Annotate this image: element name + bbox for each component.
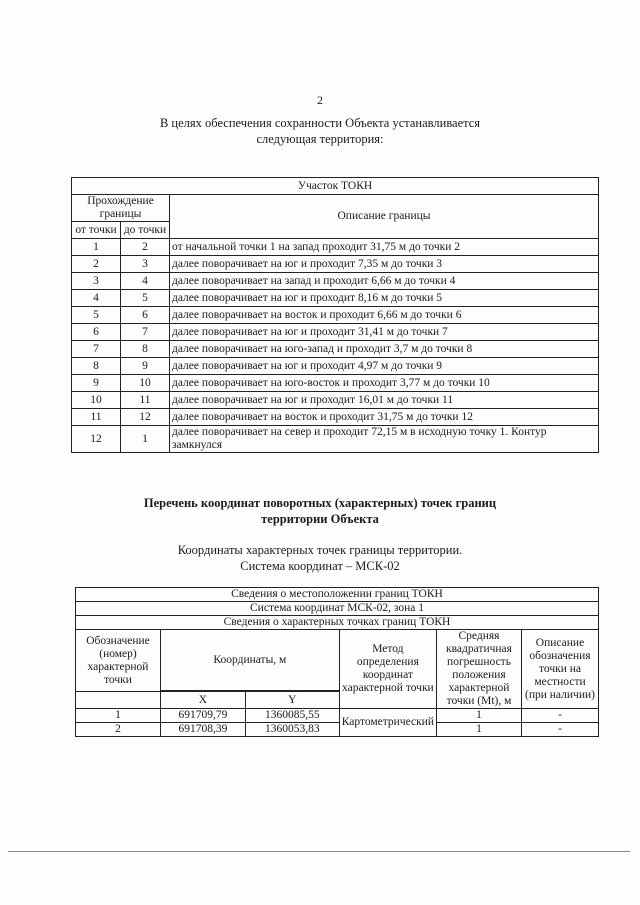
table1-from-cell: 6	[72, 324, 121, 341]
table1-from-cell: 10	[72, 392, 121, 409]
table1-from-cell: 4	[72, 290, 121, 307]
page-number: 2	[317, 93, 323, 107]
table2-header-points: Сведения о характерных точках границ ТОКН	[76, 616, 599, 630]
table1-to-cell: 4	[121, 273, 170, 290]
table1-to-cell: 3	[121, 256, 170, 273]
table2-coords-header: Координаты, м	[161, 630, 340, 691]
coord-title-line-2: Система координат – МСК-02	[240, 559, 400, 573]
table1-text-cell: далее поворачивает на восток и проходит 31,75 м до точки 12	[170, 409, 599, 426]
table1-text-cell: далее поворачивает на юг и проходит 4,97 м до точки 9	[170, 358, 599, 375]
table2-row-2-desc: -	[522, 723, 599, 737]
table2-designation-header: Обозначение (номер) характерной точки	[76, 630, 161, 692]
intro-paragraph	[120, 115, 520, 147]
table1-from-cell: 5	[72, 307, 121, 324]
table2-header-location: Сведения о местоположении границ ТОКН	[76, 588, 599, 602]
table1-passage-header: Прохождение границы	[72, 195, 170, 222]
table1-row	[72, 426, 599, 453]
table1-to-cell: 12	[121, 409, 170, 426]
table1-text-cell: далее поворачивает на юг и проходит 31,41 м до точки 7	[170, 324, 599, 341]
table1-from-cell: 7	[72, 341, 121, 358]
table1-to-cell: 7	[121, 324, 170, 341]
table1-to-header: до точки	[121, 222, 170, 239]
boundary-description-table	[71, 177, 599, 453]
table2-row-1-mt: 1	[437, 709, 522, 723]
table1-from-cell: 1	[72, 239, 121, 256]
table1-text-cell: далее поворачивает на север и проходит 72,15 м в исходную точку 1. Контур замкнулся	[170, 426, 599, 453]
table1-text-cell: далее поворачивает на юг и проходит 16,01 м до точки 11	[170, 392, 599, 409]
table1-from-cell: 11	[72, 409, 121, 426]
table2-row-1-desc: -	[522, 709, 599, 723]
table1-row	[72, 256, 599, 273]
table1-row	[72, 239, 599, 256]
table1-row	[72, 290, 599, 307]
table1-row	[72, 392, 599, 409]
table1-title: Участок ТОКН	[72, 178, 599, 195]
table1-to-cell: 10	[121, 375, 170, 392]
table1-row	[72, 375, 599, 392]
table1-description-header: Описание границы	[170, 195, 599, 239]
bottom-divider	[8, 851, 630, 852]
list-title-line-1: Перечень координат поворотных (характерных) точек границ	[143, 496, 497, 510]
intro-line-2: следующая территория:	[256, 132, 384, 146]
table1-from-cell: 8	[72, 358, 121, 375]
coordinates-table	[75, 587, 599, 737]
table1-from-cell: 2	[72, 256, 121, 273]
table1-to-cell: 2	[121, 239, 170, 256]
table1-text-cell: от начальной точки 1 на запад проходит 31,75 м до точки 2	[170, 239, 599, 256]
table2-designation-spacer	[76, 692, 161, 709]
table1-row	[72, 324, 599, 341]
intro-line-1: В целях обеспечения сохранности Объекта устанавливается	[159, 116, 481, 130]
table2-row-1-y: 1360085,55	[245, 709, 339, 723]
table2-row-2-x: 691708,39	[161, 723, 246, 737]
table2-row-1-n: 1	[76, 709, 161, 723]
table2-accuracy-header: Средняя квадратичная погрешность положения характерной точки (Mt), м	[437, 630, 522, 709]
table1-text-cell: далее поворачивает на юго-запад и проходит 3,7 м до точки 8	[170, 341, 599, 358]
coord-title-line-1: Координаты характерных точек границы территории.	[177, 543, 463, 557]
coordinates-list-title	[110, 495, 530, 527]
table2-method-header: Метод определения координат характерной точки	[339, 630, 436, 709]
table1-to-cell: 5	[121, 290, 170, 307]
table1-text-cell: далее поворачивает на запад и проходит 6,66 м до точки 4	[170, 273, 599, 290]
table2-header-system: Система координат МСК-02, зона 1	[76, 602, 599, 616]
table2-method-value: Картометрический	[339, 709, 436, 737]
table2-y-header: Y	[245, 692, 339, 709]
table1-row	[72, 307, 599, 324]
table1-to-cell: 11	[121, 392, 170, 409]
table2-row-2-y: 1360053,83	[245, 723, 339, 737]
table1-row	[72, 358, 599, 375]
table1-row	[72, 273, 599, 290]
table1-from-cell: 3	[72, 273, 121, 290]
table2-row-2-n: 2	[76, 723, 161, 737]
table1-from-cell: 12	[72, 426, 121, 453]
table1-body	[72, 239, 599, 453]
table1-text-cell: далее поворачивает на юг и проходит 7,35 м до точки 3	[170, 256, 599, 273]
table2-description-header: Описание обозначения точки на местности (при наличии)	[522, 630, 599, 709]
table2-row-2-mt: 1	[437, 723, 522, 737]
table1-text-cell: далее поворачивает на юго-восток и проходит 3,77 м до точки 10	[170, 375, 599, 392]
table1-to-cell: 9	[121, 358, 170, 375]
table2-row-1-x: 691709,79	[161, 709, 246, 723]
table1-text-cell: далее поворачивает на восток и проходит 6,66 м до точки 6	[170, 307, 599, 324]
table1-row	[72, 409, 599, 426]
coordinate-system-caption	[120, 542, 520, 574]
table1-to-cell: 1	[121, 426, 170, 453]
table1-from-header: от точки	[72, 222, 121, 239]
table1-to-cell: 8	[121, 341, 170, 358]
table1-to-cell: 6	[121, 307, 170, 324]
list-title-line-2: территории Объекта	[261, 512, 379, 526]
table2-x-header: X	[161, 692, 246, 709]
table1-row	[72, 341, 599, 358]
table1-from-cell: 9	[72, 375, 121, 392]
table1-text-cell: далее поворачивает на юг и проходит 8,16 м до точки 5	[170, 290, 599, 307]
